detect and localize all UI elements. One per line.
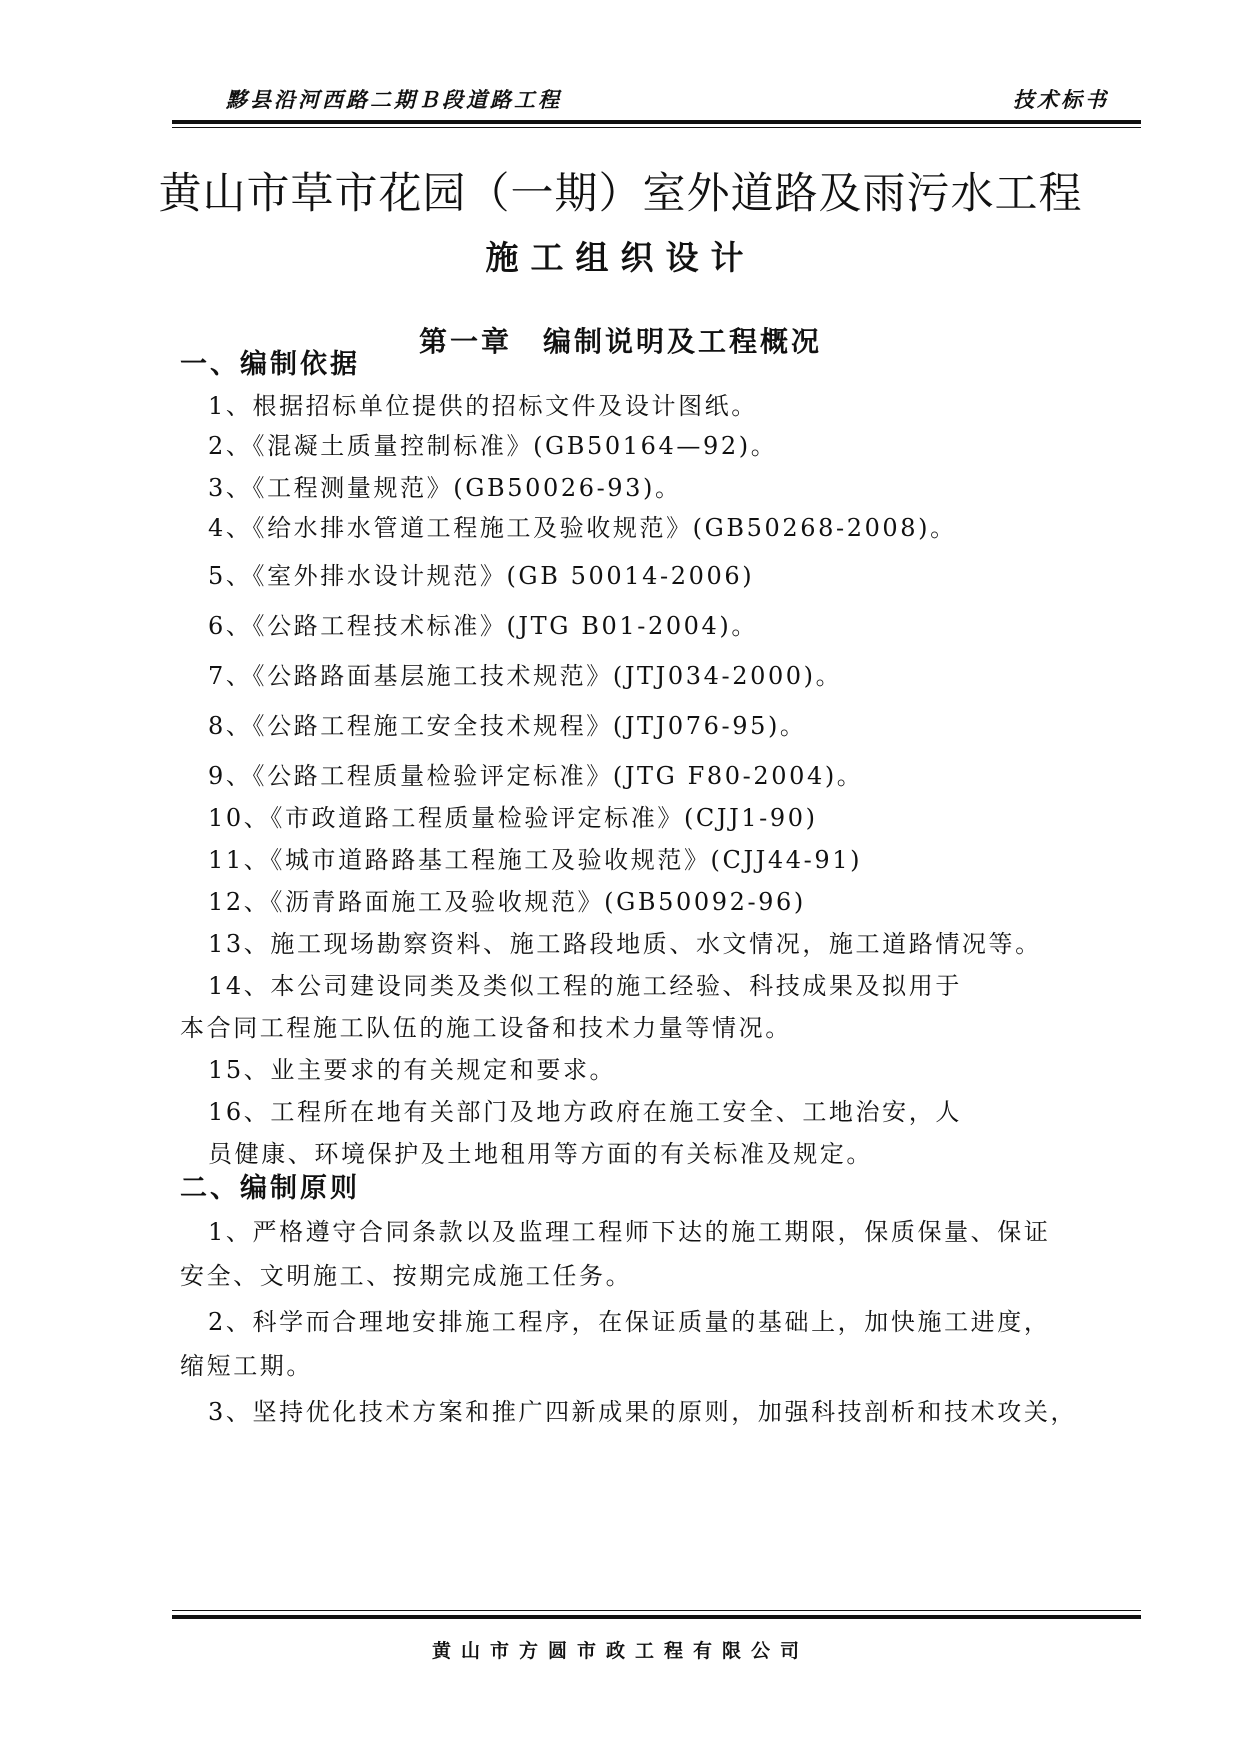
basis-item-2: 2、《混凝土质量控制标准》(GB50164—92)。 — [208, 432, 778, 460]
document-subtitle: 施工组织设计 — [485, 238, 756, 277]
footer-company-name: 黄山市方圆市政工程有限公司 — [431, 1640, 809, 1662]
basis-item-12: 12、《沥青路面施工及验收规范》(GB50092-96) — [208, 888, 806, 916]
footer-rule-thin — [172, 1610, 1141, 1611]
basis-item-15: 15、业主要求的有关规定和要求。 — [208, 1056, 617, 1084]
basis-item-4: 4、《给水排水管道工程施工及验收规范》(GB50268-2008)。 — [208, 514, 957, 542]
basis-item-13: 13、施工现场勘察资料、施工路段地质、水文情况，施工道路情况等。 — [208, 930, 1042, 958]
footer-rule-thick — [172, 1615, 1141, 1619]
basis-item-5: 5、《室外排水设计规范》(GB 50014-2006) — [208, 562, 755, 590]
basis-item-10: 10、《市政道路工程质量检验评定标准》(CJJ1-90) — [208, 804, 818, 832]
basis-item-11: 11、《城市道路路基工程施工及验收规范》(CJJ44-91) — [208, 846, 863, 874]
basis-item-14-cont: 本合同工程施工队伍的施工设备和技术力量等情况。 — [180, 1014, 792, 1042]
principle-item-2-cont: 缩短工期。 — [180, 1352, 313, 1380]
chapter-heading: 第一章 编制说明及工程概况 — [418, 325, 822, 358]
header-doc-type: 技术标书 — [1013, 87, 1109, 112]
principle-item-1: 1、严格遵守合同条款以及监理工程师下达的施工期限，保质保量、保证 — [208, 1218, 1051, 1246]
header-rule-thick — [172, 120, 1141, 124]
page-header — [172, 84, 1141, 120]
basis-item-14: 14、本公司建设同类及类似工程的施工经验、科技成果及拟用于 — [208, 972, 962, 1000]
principle-item-2: 2、科学而合理地安排施工程序，在保证质量的基础上，加快施工进度， — [208, 1308, 1051, 1336]
document-title: 黄山市草市花园（一期）室外道路及雨污水工程 — [158, 169, 1083, 219]
basis-item-7: 7、《公路路面基层施工技术规范》(JTJ034-2000)。 — [208, 662, 843, 690]
basis-item-9: 9、《公路工程质量检验评定标准》(JTG F80-2004)。 — [208, 762, 864, 790]
basis-item-8: 8、《公路工程施工安全技术规程》(JTJ076-95)。 — [208, 712, 807, 740]
basis-item-16: 16、工程所在地有关部门及地方政府在施工安全、工地治安，人 — [208, 1098, 962, 1126]
basis-item-16-cont: 员健康、环境保护及土地租用等方面的有关标准及规定。 — [208, 1140, 873, 1168]
principle-item-1-cont: 安全、文明施工、按期完成施工任务。 — [180, 1262, 633, 1290]
section-heading-principles: 二、编制原则 — [180, 1173, 360, 1204]
header-project-name: 黟县沿河西路二期Ｂ段道路工程 — [226, 87, 562, 112]
basis-item-6: 6、《公路工程技术标准》(JTG B01-2004)。 — [208, 612, 758, 640]
section-heading-basis: 一、编制依据 — [180, 349, 360, 380]
principle-item-3: 3、坚持优化技术方案和推广四新成果的原则，加强科技剖析和技术攻关， — [208, 1398, 1078, 1426]
basis-item-3: 3、《工程测量规范》(GB50026-93)。 — [208, 474, 682, 502]
basis-item-1: 1、根据招标单位提供的招标文件及设计图纸。 — [208, 392, 758, 420]
header-rule-thin — [172, 127, 1141, 128]
